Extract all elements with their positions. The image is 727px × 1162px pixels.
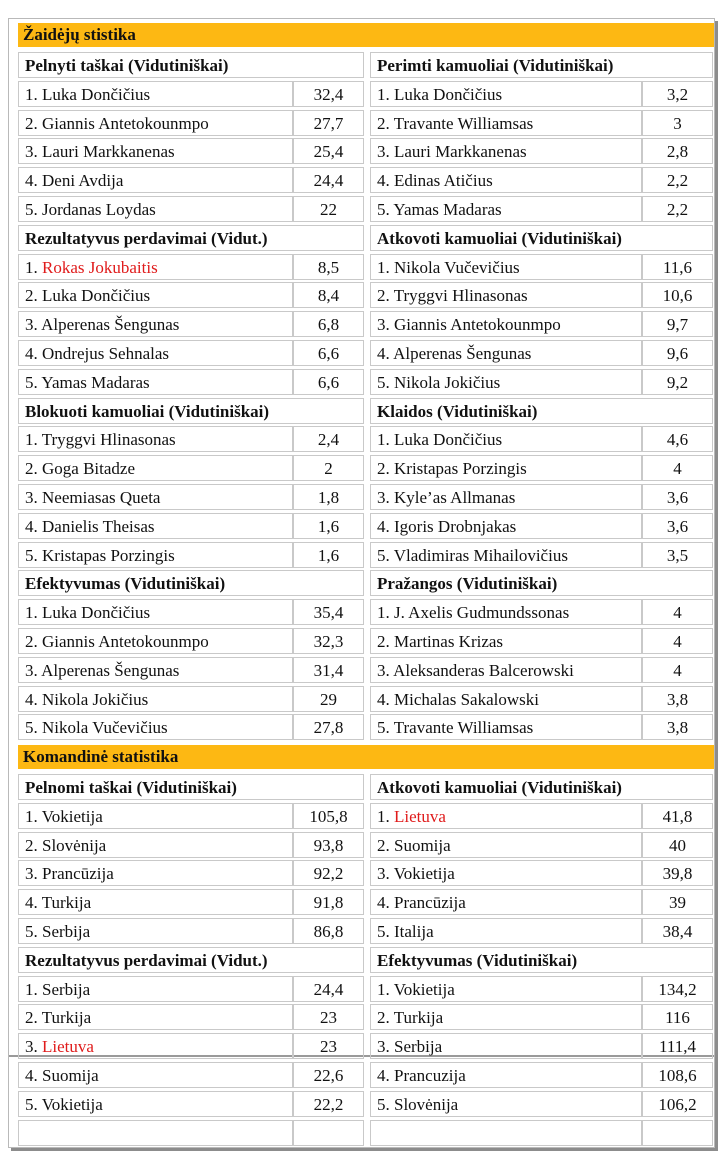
rank-label: 5. [377, 200, 394, 219]
rank-label: 1. [25, 603, 42, 622]
stat-value: 4 [642, 599, 713, 625]
list-item [18, 282, 293, 308]
stat-value: 2,4 [293, 426, 364, 452]
list-item [370, 311, 642, 337]
entry-name: Travante Williamsas [393, 718, 534, 737]
players-header: Žaidėjų stistika [18, 23, 714, 47]
rank-label: 3. [25, 864, 42, 883]
entry-name: Vokietija [393, 980, 455, 999]
entry-name: Nikola Jokičius [394, 373, 501, 392]
rank-label: 3. [25, 315, 42, 334]
stat-value: 134,2 [642, 976, 713, 1002]
list-item [370, 1091, 642, 1117]
rank-label: 5. [377, 922, 394, 941]
stat-value: 23 [293, 1033, 364, 1059]
rank-label: 5. [377, 546, 394, 565]
list-item [18, 81, 293, 107]
list-item [18, 832, 293, 858]
rank-label: 5. [25, 200, 42, 219]
entry-name: Ondrejus Sehnalas [42, 344, 170, 363]
rank-label: 4. [25, 171, 42, 190]
entry-name: Serbija [394, 1037, 443, 1056]
stat-value: 2,8 [642, 138, 713, 164]
rank-label: 2. [25, 836, 42, 855]
rank-label: 1. [377, 430, 394, 449]
stat-value: 3,2 [642, 81, 713, 107]
section-title: Efektyvumas (Vidutiniškai) [18, 570, 364, 596]
stat-value: 29 [293, 686, 364, 712]
rank-label: 3. [25, 488, 42, 507]
stat-value: 8,5 [293, 254, 364, 280]
section-title: Rezultatyvus perdavimai (Vidut.) [18, 947, 364, 973]
empty-cell [642, 1120, 713, 1146]
entry-name: Lauri Markkanenas [394, 142, 527, 161]
rank-label: 3. [377, 661, 394, 680]
list-item [18, 1091, 293, 1117]
list-item [18, 657, 293, 683]
stat-value: 24,4 [293, 167, 364, 193]
entry-name: Yamas Madaras [41, 373, 150, 392]
stat-value: 3,8 [642, 714, 713, 740]
list-item [18, 1004, 293, 1030]
rank-label: 2. [377, 459, 394, 478]
list-item [370, 542, 642, 568]
entry-name: Luka Dončičius [394, 430, 503, 449]
rank-label: 2. [377, 632, 394, 651]
list-item [18, 110, 293, 136]
rank-label: 4. [377, 171, 394, 190]
stat-value: 93,8 [293, 832, 364, 858]
entry-name: J. Axelis Gudmundssonas [394, 603, 570, 622]
section-title: Rezultatyvus perdavimai (Vidut.) [18, 225, 364, 251]
list-item [370, 657, 642, 683]
stat-value: 39 [642, 889, 713, 915]
entry-name: Alperenas Šengunas [41, 661, 180, 680]
entry-name: Turkija [393, 1008, 444, 1027]
stat-value: 3,5 [642, 542, 713, 568]
list-item [370, 167, 642, 193]
entry-name: Yamas Madaras [393, 200, 502, 219]
rank-label: 3. [25, 661, 42, 680]
rank-label: 3. [25, 142, 42, 161]
rank-label: 3. [377, 142, 394, 161]
rank-label: 1. [25, 85, 42, 104]
rank-label: 1. [25, 980, 42, 999]
entry-name: Vokietija [41, 1095, 103, 1114]
stat-value: 2,2 [642, 167, 713, 193]
team-header: Komandinė statistika [18, 745, 714, 769]
section-title: Atkovoti kamuoliai (Vidutiniškai) [370, 774, 713, 800]
stat-value: 9,6 [642, 340, 713, 366]
section-title: Pelnomi taškai (Vidutiniškai) [18, 774, 364, 800]
rank-label: 5. [377, 373, 394, 392]
rank-label: 5. [377, 718, 394, 737]
list-item [370, 138, 642, 164]
stat-value: 3,8 [642, 686, 713, 712]
stat-value: 32,4 [293, 81, 364, 107]
entry-name: Serbija [42, 980, 91, 999]
rank-label: 1. [25, 258, 42, 277]
entry-name: Italija [394, 922, 434, 941]
rank-label: 5. [25, 922, 42, 941]
list-item [18, 1033, 293, 1059]
list-item [18, 599, 293, 625]
entry-name: Tryggvi Hlinasonas [393, 286, 528, 305]
rank-label: 4. [377, 690, 394, 709]
stat-value: 3,6 [642, 513, 713, 539]
entry-name: Luka Dončičius [42, 603, 151, 622]
rank-label: 5. [25, 1095, 42, 1114]
stat-value: 4,6 [642, 426, 713, 452]
rank-label: 1. [25, 807, 42, 826]
entry-name: Prancūzija [42, 864, 114, 883]
rank-label: 2. [377, 836, 394, 855]
list-item [18, 254, 293, 280]
section-title: Pelnyti taškai (Vidutiniškai) [18, 52, 364, 78]
entry-name: Slovėnija [394, 1095, 459, 1114]
list-item [18, 686, 293, 712]
entry-name: Luka Dončičius [394, 85, 503, 104]
stat-value: 8,4 [293, 282, 364, 308]
stat-value: 6,6 [293, 340, 364, 366]
entry-name: Luka Dončičius [42, 286, 151, 305]
list-item [18, 976, 293, 1002]
list-item [370, 110, 642, 136]
entry-name: Giannis Antetokounmpo [394, 315, 561, 334]
list-item [370, 599, 642, 625]
section-title: Klaidos (Vidutiniškai) [370, 398, 713, 424]
entry-name: Prancuzija [394, 1066, 466, 1085]
entry-name: Turkija [41, 1008, 92, 1027]
stat-value: 9,2 [642, 369, 713, 395]
stat-value: 22,2 [293, 1091, 364, 1117]
stat-value: 2 [293, 455, 364, 481]
entry-name: Aleksanderas Balcerowski [393, 661, 574, 680]
entry-name: Alperenas Šengunas [41, 315, 180, 334]
section-title: Blokuoti kamuoliai (Vidutiniškai) [18, 398, 364, 424]
entry-name: Kristapas Porzingis [394, 459, 527, 478]
rank-label: 1. [25, 430, 42, 449]
statistics-panel [8, 18, 715, 1148]
list-item [370, 369, 642, 395]
rank-label: 4. [377, 517, 394, 536]
entry-name: Luka Dončičius [42, 85, 151, 104]
list-item [370, 889, 642, 915]
rank-label: 5. [25, 546, 42, 565]
rank-label: 2. [377, 286, 394, 305]
entry-name: Jordanas Loydas [42, 200, 156, 219]
rank-label: 2. [25, 632, 42, 651]
stat-value: 31,4 [293, 657, 364, 683]
stat-value: 105,8 [293, 803, 364, 829]
stat-value: 22,6 [293, 1062, 364, 1088]
stat-value: 11,6 [642, 254, 713, 280]
rank-label: 3. [377, 1037, 394, 1056]
list-item [18, 167, 293, 193]
entry-name: Martinas Krizas [394, 632, 504, 651]
list-item [18, 1062, 293, 1088]
list-item [18, 542, 293, 568]
entry-name: Deni Avdija [42, 171, 124, 190]
list-item [18, 889, 293, 915]
entry-name: Edinas Atičius [394, 171, 493, 190]
list-item [18, 484, 293, 510]
stat-value: 6,6 [293, 369, 364, 395]
stat-value: 4 [642, 628, 713, 654]
rank-label: 4. [25, 344, 42, 363]
list-item [370, 1033, 642, 1059]
stat-value: 1,6 [293, 542, 364, 568]
entry-name: Slovėnija [42, 836, 107, 855]
stat-value: 32,3 [293, 628, 364, 654]
entry-name: Giannis Antetokounmpo [42, 632, 209, 651]
list-item [18, 455, 293, 481]
list-item [370, 426, 642, 452]
list-item [18, 860, 293, 886]
entry-name: Nikola Vučevičius [42, 718, 168, 737]
entry-name: Alperenas Šengunas [393, 344, 532, 363]
stat-value: 4 [642, 657, 713, 683]
stat-value: 39,8 [642, 860, 713, 886]
entry-name: Neemiasas Queta [42, 488, 161, 507]
rank-label: 4. [25, 893, 42, 912]
entry-name: Goga Bitadze [42, 459, 135, 478]
list-item [370, 803, 642, 829]
list-item [18, 369, 293, 395]
rank-label: 4. [377, 344, 394, 363]
rank-label: 5. [377, 1095, 394, 1114]
stat-value: 91,8 [293, 889, 364, 915]
entry-name: Vladimiras Mihailovičius [393, 546, 568, 565]
stat-value: 86,8 [293, 918, 364, 944]
entry-name: Vokietija [41, 807, 103, 826]
list-item [370, 81, 642, 107]
list-item [18, 803, 293, 829]
stat-value: 25,4 [293, 138, 364, 164]
entry-name: Nikola Jokičius [42, 690, 149, 709]
list-item [370, 686, 642, 712]
entry-name: Danielis Theisas [42, 517, 155, 536]
list-item [18, 918, 293, 944]
list-item [370, 455, 642, 481]
rank-label: 2. [377, 114, 394, 133]
list-item [18, 513, 293, 539]
rank-label: 4. [377, 893, 394, 912]
list-item [18, 311, 293, 337]
list-item [370, 484, 642, 510]
stat-value: 38,4 [642, 918, 713, 944]
entry-name: Serbija [42, 922, 91, 941]
list-item [370, 860, 642, 886]
entry-name: Tryggvi Hlinasonas [41, 430, 176, 449]
section-title: Atkovoti kamuoliai (Vidutiniškai) [370, 225, 713, 251]
stat-value: 1,8 [293, 484, 364, 510]
list-item [370, 196, 642, 222]
empty-cell [18, 1120, 293, 1146]
stat-value: 27,7 [293, 110, 364, 136]
list-item [370, 918, 642, 944]
rank-label: 3. [377, 315, 394, 334]
rank-label: 3. [377, 488, 394, 507]
entry-name: Nikola Vučevičius [394, 258, 520, 277]
list-item [370, 282, 642, 308]
entry-name: Rokas Jokubaitis [42, 258, 158, 277]
stat-value: 3,6 [642, 484, 713, 510]
rank-label: 4. [25, 690, 42, 709]
rank-label: 4. [377, 1066, 394, 1085]
list-item [370, 832, 642, 858]
empty-cell [293, 1120, 364, 1146]
list-item [370, 628, 642, 654]
list-item [370, 254, 642, 280]
list-item [370, 976, 642, 1002]
stat-value: 111,4 [642, 1033, 713, 1059]
stat-value: 1,6 [293, 513, 364, 539]
stat-value: 4 [642, 455, 713, 481]
rank-label: 1. [377, 980, 394, 999]
list-item [370, 513, 642, 539]
entry-name: Suomija [394, 836, 451, 855]
stat-value: 35,4 [293, 599, 364, 625]
section-title: Perimti kamuoliai (Vidutiniškai) [370, 52, 713, 78]
rank-label: 1. [377, 807, 394, 826]
list-item [18, 426, 293, 452]
section-title: Efektyvumas (Vidutiniškai) [370, 947, 713, 973]
entry-name: Prancūzija [394, 893, 466, 912]
rank-label: 3. [25, 1037, 42, 1056]
empty-cell [370, 1120, 642, 1146]
stat-value: 106,2 [642, 1091, 713, 1117]
rank-label: 1. [377, 258, 394, 277]
section-title: Pražangos (Vidutiniškai) [370, 570, 713, 596]
rank-label: 3. [377, 864, 394, 883]
rank-label: 2. [25, 114, 42, 133]
stat-value: 92,2 [293, 860, 364, 886]
entry-name: Suomija [42, 1066, 99, 1085]
list-item [18, 628, 293, 654]
list-item [18, 340, 293, 366]
rank-label: 2. [25, 286, 42, 305]
stat-value: 3 [642, 110, 713, 136]
rank-label: 5. [25, 718, 42, 737]
entry-name: Travante Williamsas [393, 114, 534, 133]
stat-value: 23 [293, 1004, 364, 1030]
entry-name: Kristapas Porzingis [42, 546, 175, 565]
entry-name: Lietuva [42, 1037, 94, 1056]
list-item [370, 1062, 642, 1088]
rank-label: 2. [25, 1008, 42, 1027]
stat-value: 27,8 [293, 714, 364, 740]
stat-value: 108,6 [642, 1062, 713, 1088]
entry-name: Igoris Drobnjakas [394, 517, 517, 536]
list-item [370, 1004, 642, 1030]
stat-value: 2,2 [642, 196, 713, 222]
entry-name: Turkija [41, 893, 92, 912]
rank-label: 4. [25, 1066, 42, 1085]
list-item [18, 196, 293, 222]
entry-name: Kyle’as Allmanas [394, 488, 516, 507]
stat-value: 6,8 [293, 311, 364, 337]
rank-label: 1. [377, 85, 394, 104]
entry-name: Vokietija [393, 864, 455, 883]
stat-value: 10,6 [642, 282, 713, 308]
entry-name: Lietuva [394, 807, 446, 826]
entry-name: Michalas Sakalowski [394, 690, 539, 709]
list-item [370, 714, 642, 740]
entry-name: Lauri Markkanenas [42, 142, 175, 161]
stat-value: 116 [642, 1004, 713, 1030]
rank-label: 2. [377, 1008, 394, 1027]
entry-name: Giannis Antetokounmpo [42, 114, 209, 133]
stat-value: 41,8 [642, 803, 713, 829]
rank-label: 5. [25, 373, 42, 392]
list-item [18, 138, 293, 164]
list-item [18, 714, 293, 740]
stat-value: 40 [642, 832, 713, 858]
rank-label: 1. [377, 603, 394, 622]
stat-value: 24,4 [293, 976, 364, 1002]
rank-label: 4. [25, 517, 42, 536]
list-item [370, 340, 642, 366]
stat-value: 22 [293, 196, 364, 222]
stat-value: 9,7 [642, 311, 713, 337]
rank-label: 2. [25, 459, 42, 478]
